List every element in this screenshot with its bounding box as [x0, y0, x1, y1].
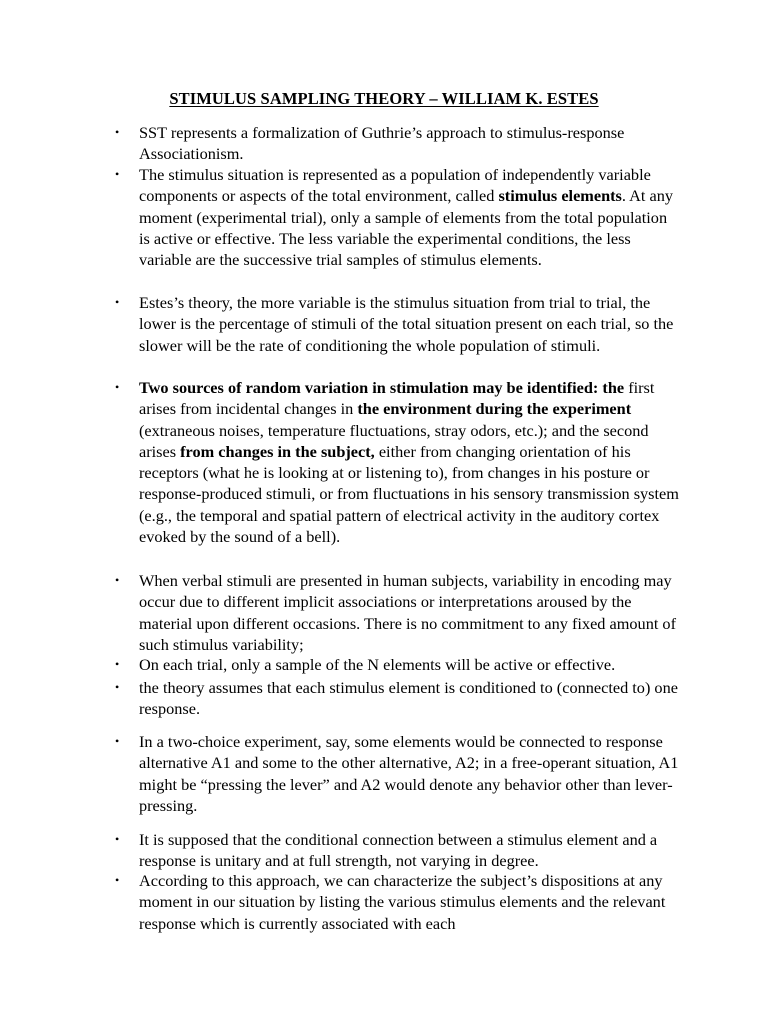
bullet-marker: • — [115, 125, 120, 139]
text-segment: . At any moment (experimental trial), only a sample of elements from the total population is active or effective. The less variable the experimental conditions, the less variable are the successive trial samples of stimulus elements. — [139, 186, 674, 270]
bullet-marker: • — [115, 295, 120, 309]
bullet-item — [115, 731, 679, 816]
text-segment: first arises from incidental changes in — [139, 378, 655, 419]
bullet-text — [139, 654, 679, 675]
bullet-item — [115, 122, 679, 165]
bullet-text — [139, 829, 679, 872]
text-segment: The stimulus situation is represented as a population of independently variable components or aspects of the total environment, called — [139, 165, 651, 206]
bullet-marker: • — [115, 734, 120, 748]
bullet-item — [115, 829, 679, 872]
bullet-item — [115, 654, 679, 675]
bullet-text — [139, 731, 679, 816]
bullet-marker: • — [115, 680, 120, 694]
text-segment: It is supposed that the conditional connection between a stimulus element and a response is unitary and at full strength, not varying in degree. — [139, 830, 658, 871]
bold-text-segment: Two sources of random variation in stimulation may be identified: the — [139, 378, 625, 397]
bullet-text — [139, 292, 679, 356]
bullet-marker: • — [115, 380, 120, 394]
bullet-item — [115, 570, 679, 655]
text-segment: Estes’s theory, the more variable is the stimulus situation from trial to trial, the lower is the percentage of stimuli of the total situation present on each trial, so the slower will be the rate of conditioning the whole population of stimuli. — [139, 293, 674, 355]
bullet-text — [139, 164, 679, 270]
text-segment: the theory assumes that each stimulus element is conditioned to (connected to) one response. — [139, 678, 678, 719]
bullet-text — [139, 570, 679, 655]
text-segment: On each trial, only a sample of the N elements will be active or effective. — [139, 655, 616, 674]
bullet-text — [139, 677, 679, 720]
bold-text-segment: from changes in the subject, — [180, 441, 375, 461]
bullet-marker: • — [115, 873, 120, 887]
bold-text-segment: stimulus elements — [498, 186, 622, 206]
text-segment: When verbal stimuli are presented in human subjects, variability in encoding may occur due to different implicit associations or interpretations aroused by the material upon different occasions. There is no commitment to any fixed amount of such stimulus variability; — [139, 571, 676, 654]
bullet-marker: • — [115, 167, 120, 181]
bullet-item — [115, 292, 679, 356]
text-segment: According to this approach, we can characterize the subject’s dispositions at any moment in our situation by listing the various stimulus elements and the relevant response which is currently associated with each — [139, 871, 666, 933]
document-title: STIMULUS SAMPLING THEORY – WILLIAM K. ESTES — [169, 89, 599, 108]
bullet-marker: • — [115, 573, 120, 587]
bullet-item — [115, 677, 679, 720]
bullet-text — [139, 122, 679, 165]
bullet-text — [139, 377, 679, 547]
text-segment: (extraneous noises, temperature fluctuations, stray odors, etc.); and the second arises — [139, 420, 649, 461]
bullet-text — [139, 870, 679, 934]
text-segment: SST represents a formalization of Guthrie’s approach to stimulus-response Associationism. — [139, 123, 625, 164]
bullet-marker: • — [115, 657, 120, 671]
bullet-item — [115, 377, 679, 547]
text-segment: either from changing orientation of his receptors (what he is looking at or listening to), from changes in his posture or response-produced stimuli, or from fluctuations in his sensory transmission system (e.g., the temporal and spatial pattern of electrical activity in the auditory cortex evoked by the sound of a bell). — [139, 441, 679, 547]
text-segment: In a two-choice experiment, say, some elements would be connected to response alternative A1 and some to the other alternative, A2; in a free-operant situation, A1 might be “pressing the lever” and A2 would denote any behavior other than lever-pressing. — [139, 732, 679, 815]
bullet-item — [115, 164, 679, 270]
bullet-marker: • — [115, 832, 120, 846]
bold-text-segment: the environment during the experiment — [357, 399, 632, 419]
bullet-item — [115, 870, 679, 934]
